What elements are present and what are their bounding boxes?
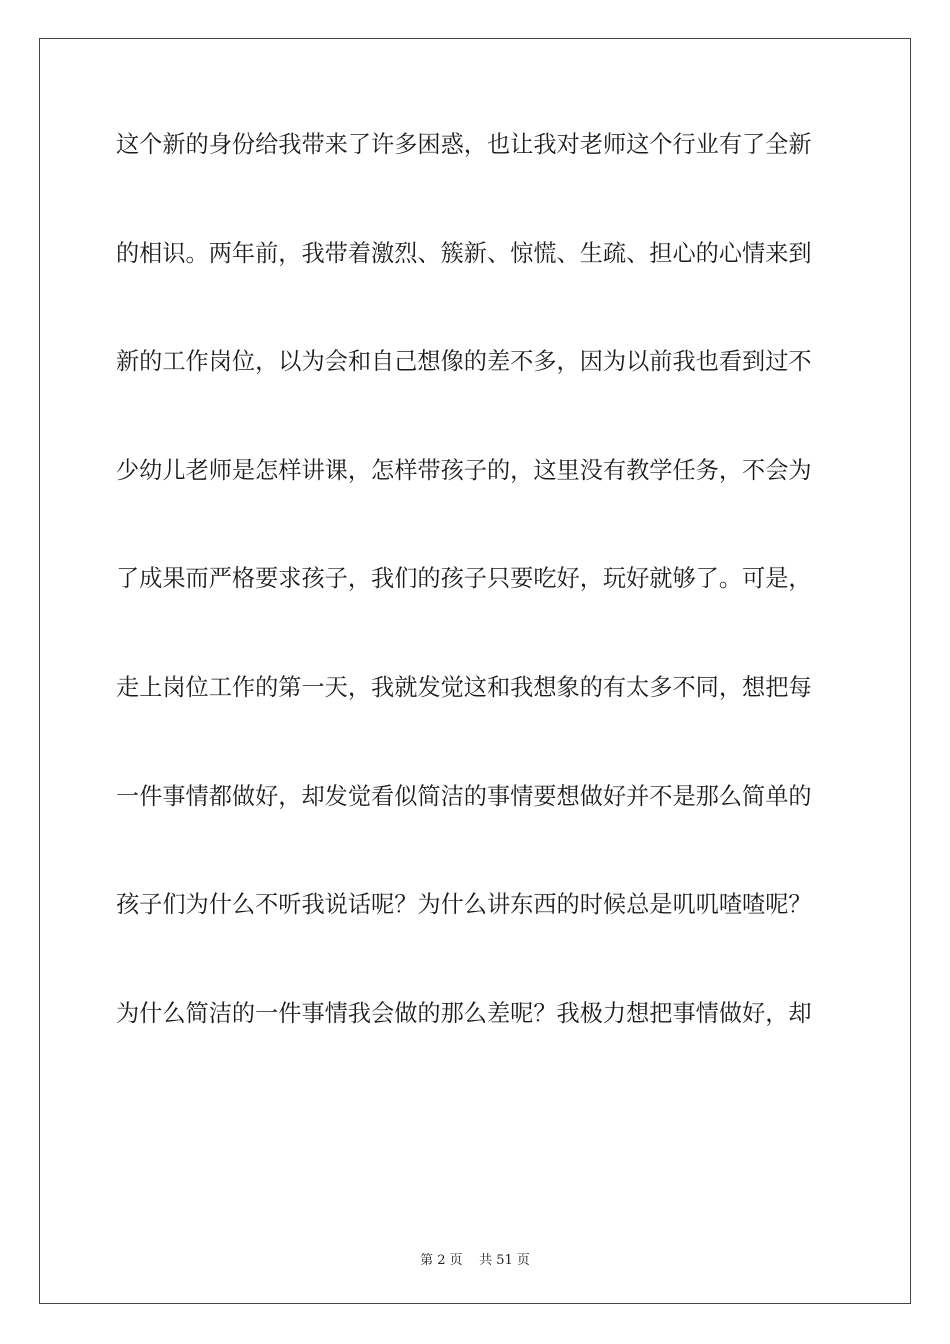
page-number-footer: 第 2 页 共 51 页 [420, 1253, 530, 1268]
text-line: 了成果而严格要求孩子，我们的孩子只要吃好，玩好就够了。可是， [116, 565, 812, 593]
text-line: 新的工作岗位，以为会和自己想像的差不多，因为以前我也看到过不 [116, 348, 812, 376]
text-line: 这个新的身份给我带来了许多困惑，也让我对老师这个行业有了全新 [116, 131, 812, 158]
text-line: 一件事情都做好，却发觉看似简洁的事情要想做好并不是那么简单的 [116, 782, 812, 810]
document-body [116, 133, 836, 1110]
text-line: 为什么简洁的一件事情我会做的那么差呢？我极力想把事情做好，却 [116, 999, 812, 1027]
text-line: 孩子们为什么不听我说话呢？为什么讲东西的时候总是叽叽喳喳呢？ [116, 891, 812, 919]
text-line: 的相识。两年前，我带着激烈、簇新、惊慌、生疏、担心的心情来到 [116, 239, 812, 267]
text-line: 少幼儿老师是怎样讲课，怎样带孩子的，这里没有教学任务，不会为 [116, 456, 812, 484]
text-line: 走上岗位工作的第一天，我就发觉这和我想象的有太多不同，想把每 [116, 673, 812, 701]
